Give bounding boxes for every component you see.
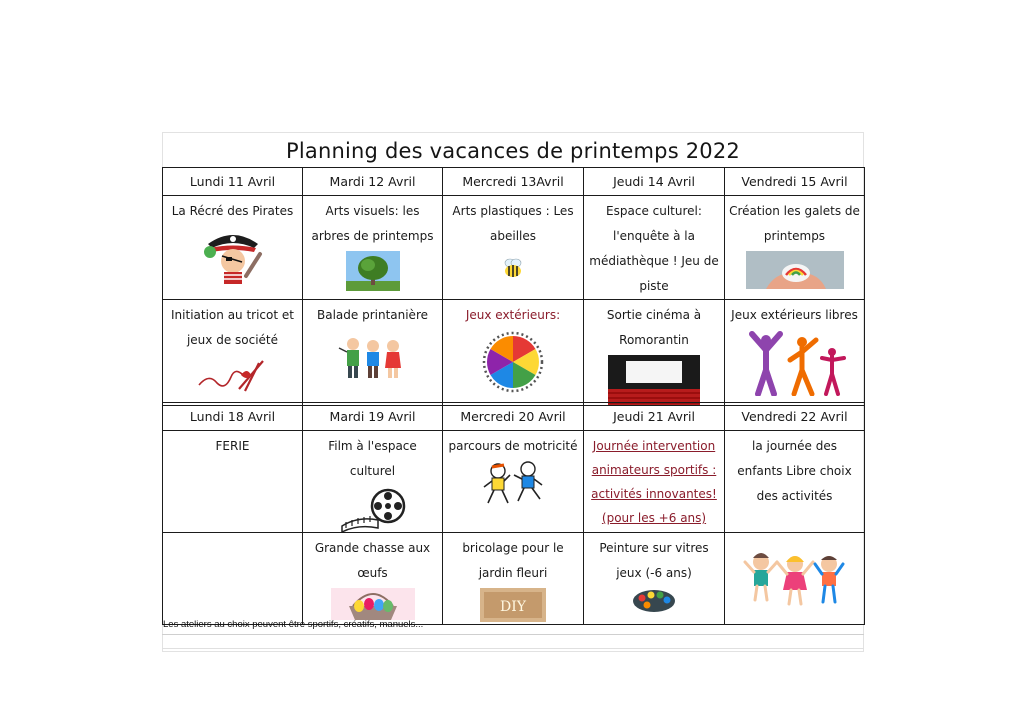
activity-text: Jeux extérieurs:: [465, 308, 561, 322]
activity-cell: [163, 533, 303, 625]
diy-text: DIY: [500, 599, 526, 615]
parachute-game-icon: [476, 330, 550, 394]
day-header: Jeudi 21 Avril: [584, 403, 725, 431]
activity-text: Initiation au tricot et jeux de société: [171, 308, 294, 347]
activity-cell: [725, 300, 865, 406]
activity-cell: [725, 431, 865, 533]
activity-cell: [163, 300, 303, 406]
activity-cell: [163, 431, 303, 533]
activity-text: Jeux extérieurs libres: [731, 308, 858, 322]
week2-row1: [163, 431, 865, 533]
activity-cell: [443, 431, 584, 533]
footer-divider: [162, 648, 864, 649]
activity-cell: [584, 533, 725, 625]
activity-text: parcours de motricité: [448, 439, 578, 453]
activity-text: Film à l'espace culturel: [328, 439, 417, 478]
bee-icon: [501, 257, 525, 279]
activity-text: bricolage pour le jardin fleuri: [462, 541, 564, 580]
day-header: Lundi 11 Avril: [163, 168, 303, 196]
day-header: Lundi 18 Avril: [163, 403, 303, 431]
page-title: Planning des vacances de printemps 2022: [286, 139, 740, 163]
week2-row2: [163, 533, 865, 625]
day-header: Mardi 12 Avril: [303, 168, 443, 196]
activity-cell: [163, 196, 303, 300]
week2-table: [162, 402, 865, 625]
week1-header-row: [163, 168, 865, 196]
hiking-kids-icon: [333, 330, 413, 380]
activity-cell: [303, 533, 443, 625]
activity-text: Grande chasse aux œufs: [314, 541, 431, 580]
day-header: Vendredi 22 Avril: [725, 403, 865, 431]
tree-photo: [346, 251, 400, 291]
dancers-silhouette-icon: [740, 330, 850, 396]
activity-cell: [584, 431, 725, 533]
activity-cell: [443, 196, 584, 300]
knitting-icon: [195, 355, 271, 393]
activity-cell: [303, 431, 443, 533]
jumping-kids-icon: [743, 548, 847, 610]
activity-cell: [443, 300, 584, 406]
cinema-photo: [608, 355, 700, 405]
diy-photo: [480, 588, 546, 622]
footer-note: Les ateliers au choix peuvent être sportifs, créatifs, manuels...: [163, 619, 424, 630]
day-header: Mercredi 20 Avril: [443, 403, 584, 431]
activity-text: Espace culturel: l'enquête à la médiathèque ! Jeu de piste: [589, 204, 719, 293]
activity-text: Arts visuels: les arbres de printemps: [311, 204, 434, 243]
activity-text: Balade printanière: [316, 308, 428, 322]
footer-divider: [162, 634, 864, 635]
activity-text: Création les galets de printemps: [729, 204, 860, 243]
activity-cell: [725, 196, 865, 300]
activity-cell: [584, 300, 725, 406]
activity-text: la journée des enfants Libre choix des activités: [737, 439, 852, 503]
activity-text: La Récré des Pirates: [171, 204, 294, 218]
running-kids-icon: [478, 461, 548, 505]
easter-basket-photo: [331, 588, 415, 620]
week1-row1: [163, 196, 865, 300]
activity-cell: [725, 533, 865, 625]
film-reel-icon: [338, 486, 408, 532]
activity-cell: [303, 196, 443, 300]
week2-header-row: [163, 403, 865, 431]
pirate-icon: [198, 226, 268, 288]
activity-text: Sortie cinéma à Romorantin: [606, 308, 702, 347]
paint-palette-icon: [631, 588, 677, 614]
activity-text: Peinture sur vitres jeux (-6 ans): [599, 541, 709, 580]
day-header: Mercredi 13Avril: [443, 168, 584, 196]
activity-cell: [443, 533, 584, 625]
day-header: Jeudi 14 Avril: [584, 168, 725, 196]
activity-text: FERIE: [215, 439, 250, 453]
activity-text: Journée intervention animateurs sportifs : activités innovantes! (pour les +6 ans): [591, 439, 717, 525]
hand-rainbow-stone-photo: [746, 251, 844, 289]
activity-cell: [303, 300, 443, 406]
day-header: Vendredi 15 Avril: [725, 168, 865, 196]
week1-table: [162, 167, 865, 406]
activity-text: Arts plastiques : Les abeilles: [452, 204, 574, 243]
activity-cell: [584, 196, 725, 300]
week1-row2: [163, 300, 865, 406]
day-header: Mardi 19 Avril: [303, 403, 443, 431]
